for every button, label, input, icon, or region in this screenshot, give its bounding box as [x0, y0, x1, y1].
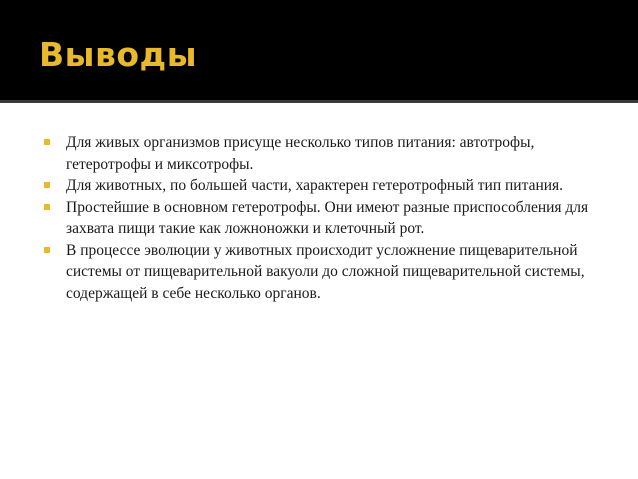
square-bullet-icon: [44, 139, 50, 145]
square-bullet-icon: [44, 247, 50, 253]
bullet-text: В процессе эволюции у животных происходит усложнение пищеварительной системы от пищеварительной вакуоли до сложной пищеварительной системы, содержащей в себе несколько органов.: [66, 241, 585, 302]
title-bar: [0, 0, 638, 100]
bullet-item: [44, 175, 604, 197]
bullet-item: [44, 197, 604, 240]
square-bullet-icon: [44, 182, 50, 188]
bullet-text: Для живых организмов присуще несколько типов питания: автотрофы, гетеротрофы и миксотрофы.: [66, 134, 535, 173]
bullet-item: [44, 240, 604, 305]
square-bullet-icon: [44, 204, 50, 210]
slide-title: Выводы: [39, 35, 198, 74]
bullet-list: [44, 132, 604, 304]
bullet-item: [44, 132, 604, 175]
title-divider: [0, 100, 638, 103]
bullet-text: Простейшие в основном гетеротрофы. Они имеют разные приспособления для захвата пищи такие как ложноножки и клеточный рот.: [66, 198, 589, 237]
bullet-text: Для животных, по большей части, характерен гетеротрофный тип питания.: [66, 177, 564, 194]
